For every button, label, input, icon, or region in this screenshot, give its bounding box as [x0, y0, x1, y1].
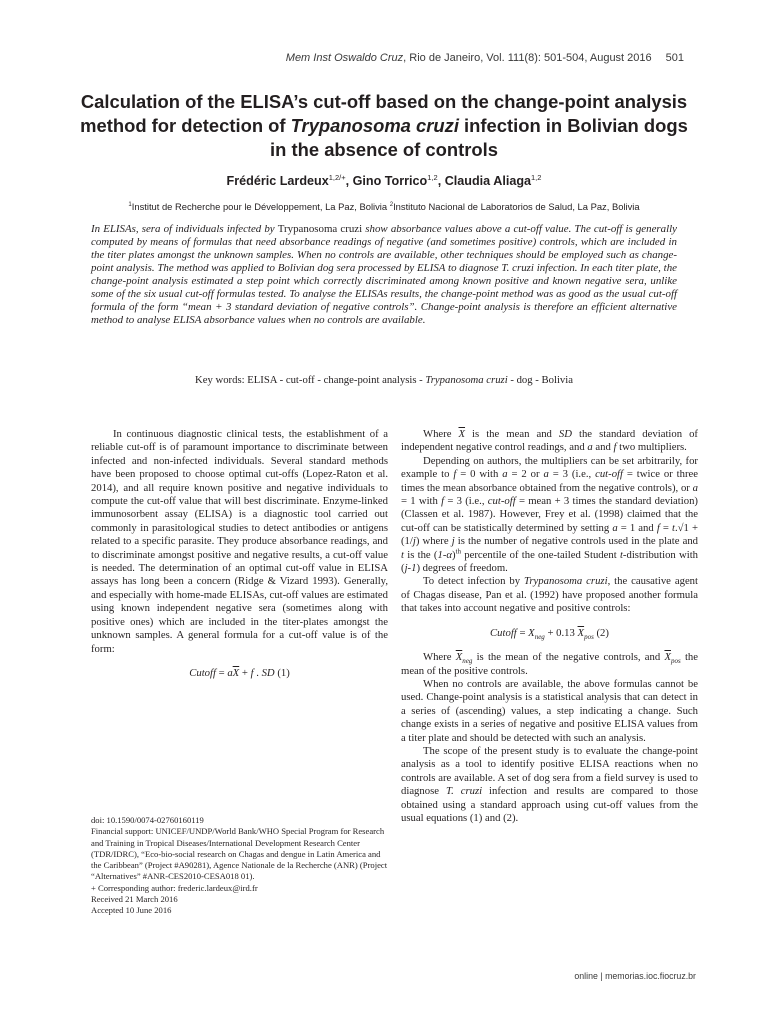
- paragraph-pan-formula: To detect infection by Trypanosoma cruzi, the causative agent of Chagas disease, Pan et al. (1992) have proposed another formula that takes into account negative and positive controls:: [401, 575, 698, 615]
- footnotes: [91, 815, 388, 917]
- paragraph-scope: The scope of the present study is to evaluate the change-point analysis as a tool to identify positive ELISA reactions when no controls are available. A set of dog sera from a field survey is used to diagnose T. cruzi infection and results are compared to those obtained using a standard approach using cut-off values from the usual equations (1) and (2).: [401, 744, 699, 824]
- received-date: Received 21 March 2016: [91, 894, 178, 905]
- page-footer: online | memorias.ioc.fiocruz.br: [574, 971, 696, 981]
- paragraph-change-point: When no controls are available, the above formulas cannot be used. Change-point analysis is a statistical analysis that can detect in a series of (ascending) values, a step indicating a change. Such change exists in a series of negative and positive ELISA values from a titer plate and should be detected with such an analysis.: [401, 677, 698, 744]
- title-text-1: Calculation of the ELISA’s cut-off based on the change-point analysis method for detection of: [80, 91, 688, 136]
- affiliation-2: Instituto Nacional de Laboratorios de Salud, La Paz, Bolivia: [393, 201, 640, 212]
- body-column-left: [91, 428, 388, 691]
- paragraph-multipliers: Depending on authors, the multipliers can be set arbitrarily, for example to f = 0 with a = 2 or a = 3 (i.e., cut-off = twice or three times the mean absorbance obtained from the negative controls), or a = 1 with f = 3 (i.e., cut-off = mean + 3 times the standard deviation) (Classen et al. 1987). However, Frey et al. (1998) claimed that the cut-off can be statistically determined by setting a = 1 and f = t.√1 + (1/j) where j is the number of negative controls used in the plate and t is the $(1-\alpha)^{th}$ percentile of the one-tailed Student t-distribution with (j-1) degrees of freedom.: [401, 454, 699, 575]
- doi: doi: 10.1590/0074-02760160119: [91, 815, 204, 825]
- formula-1: Cutoff = $a\overline{X} + f$ . SD (1): [189, 666, 290, 679]
- financial-support: Financial support: UNICEF/UNDP/World Bank/WHO Special Program for Research and Training in Tropical Diseases/International Development Research Center (TDR/IDRC), “Eco-bio-social research on Chagas and dengue in Latin America and the Caribbean” (Project #A90281), Agence Nationale de la Recherche (ANR) (Project “Alternatives” #ANR-CES2010-CESA018 01).: [91, 826, 388, 882]
- footer-online: online: [574, 971, 598, 981]
- journal-name: Mem Inst Oswaldo Cruz: [285, 52, 404, 64]
- corresponding-author: + Corresponding author: frederic.lardeux@ird.fr: [91, 882, 258, 893]
- body-column-right: [401, 428, 698, 825]
- abstract: In ELISAs, sera of individuals infected by Trypanosoma cruzi show absorbance values above a cut-off value. The cut-off is generally computed by means of formulas that need absorbance readings of negative (and sometimes positive) controls, which are included in the titer plates amongst the unknown samples. When no controls are available, other techniques should be employed such as change-point analysis. The method was applied to Bolivian dog sera processed by ELISA to diagnose T. cruzi infection. In each titer plate, the change-point analysis estimated a step point which correctly discriminated among known positive and known negative sera, unlike some of the six usual cut-off formulas tested. To analyse the ELISAs results, the change-point method was as good as the usual cut-off formula of the form “mean + 3 standard deviation of negative controls”. Change-point analysis is therefore an efficient alternative method to analyse ELISA absorbance values when no controls are available.: [91, 223, 677, 327]
- paragraph-where-xneg: Where $\overline{X}_{neg}$ is the mean of the negative controls, and $\overline{X}_{pos}$ the mean of the positive controls.: [401, 651, 699, 677]
- footer-url[interactable]: memorias.ioc.fiocruz.br: [605, 971, 696, 981]
- page-number: 501: [665, 52, 684, 64]
- keywords: Key words: ELISA - cut-off - change-point analysis - Trypanosoma cruzi - dog - Bolivia: [195, 374, 573, 386]
- title-species: Trypanosoma cruzi: [290, 115, 459, 136]
- affiliation-1: Institut de Recherche pour le Développement, La Paz, Bolivia: [131, 201, 390, 212]
- affiliations: $^1$Institut de Recherche pour le Développement, La Paz, Bolivia $^2$Instituto Nacional de Laboratorios de Salud, La Paz, Bolivia: [128, 201, 640, 212]
- author-1: Frédéric Lardeux$^{1,2/+}$,: [226, 172, 353, 188]
- author-3: Claudia Aliaga$^{1,2}$: [444, 172, 542, 188]
- author-2: Gino Torrico$^{1,2}$,: [352, 172, 445, 188]
- author-list: [70, 174, 698, 188]
- journal-citation: , Rio de Janeiro, Vol. 111(8): 501-504, August 2016: [403, 52, 652, 64]
- paragraph-where-x: Where $\overline{X}$ is the mean and SD the standard deviation of independent negative control readings, and a and f two multipliers.: [401, 428, 698, 454]
- article-title: [70, 90, 698, 162]
- intro-paragraph: In continuous diagnostic clinical tests, the establishment of a reliable cut-off is of paramount importance to discriminate between infected and non-infected individuals. Several standard methods have been proposed to choose optimal cut-offs (Lopez-Raton et al. 2014), and all require known positive and negative individuals to compute the cut-off value that will best discriminate. Enzyme-linked immunosorbent assay (ELISA) is a diagnostic tool carried out commonly in parasitological studies to detect antibodies or antigens related to a specific parasite. They produce absorbance readings, and to discriminate amongst positive and negative results, a cut-off value is needed. The determination of an optimal cut-off value in ELISA assays has long been a concern (Ridge & Vizard 1993). Generally, and especially with home-made ELISAs, cut-off values are estimated using known independent negative sera (sometimes along with positive ones) which are included in the titer-plates amongst the unknown samples. A general formula for a cut-off value is of the form:: [91, 428, 388, 655]
- title-text-2: infection in Bolivian dogs in the absence of controls: [270, 115, 688, 160]
- accepted-date: Accepted 10 June 2016: [91, 905, 172, 916]
- formula-2: Cutoff = $X_{neg} + 0.13$ $\overline{X}_{pos}$ (2): [490, 626, 609, 641]
- running-header: [286, 52, 684, 64]
